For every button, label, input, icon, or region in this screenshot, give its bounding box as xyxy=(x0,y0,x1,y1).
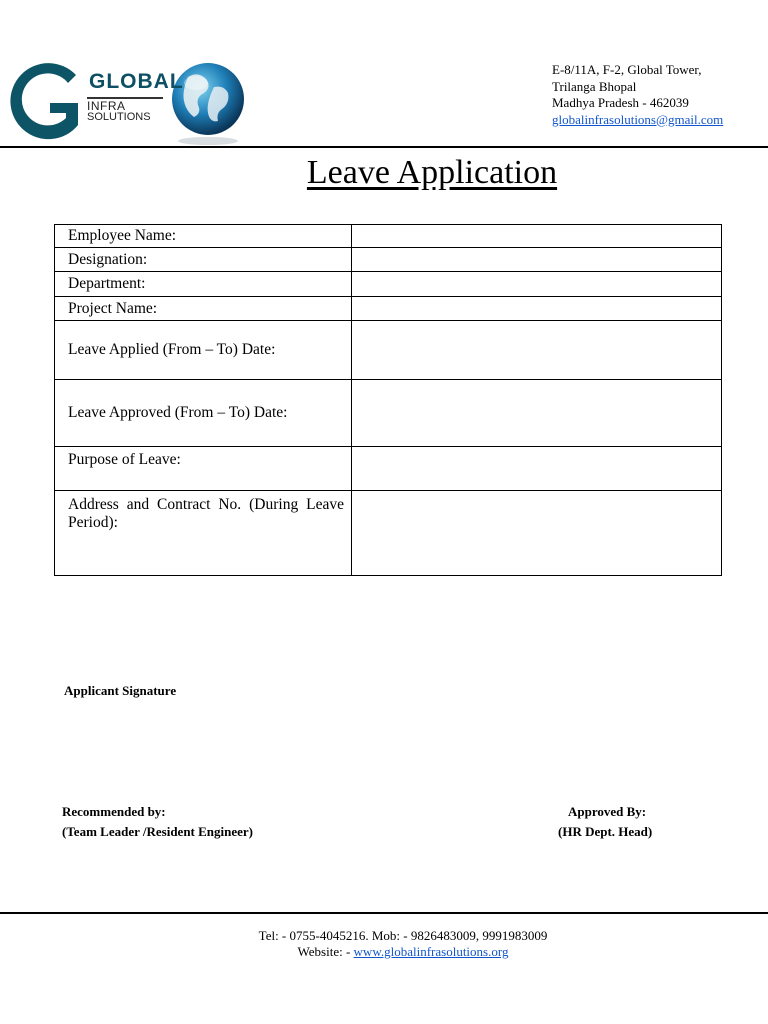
department-field[interactable] xyxy=(352,272,722,297)
logo-infra: INFRA xyxy=(87,99,126,113)
page-title: Leave Application xyxy=(306,154,558,191)
approved-by-role: (HR Dept. Head) xyxy=(558,824,653,839)
leave-form-table xyxy=(54,224,722,576)
table-row xyxy=(55,225,722,248)
footer-contact: Tel: - 0755-4045216. Mob: - 9826483009, 9991983009 xyxy=(258,928,548,943)
department-label: Department: xyxy=(55,272,352,297)
company-address xyxy=(552,62,723,128)
website-link[interactable]: www.globalinfrasolutions.org xyxy=(353,944,509,959)
table-row xyxy=(55,447,722,491)
table-row xyxy=(55,321,722,380)
logo-g-mark xyxy=(10,63,78,139)
website-label: Website: - xyxy=(297,944,354,959)
leave-approved-label: Leave Approved (From – To) Date: xyxy=(55,380,352,447)
designation-field[interactable] xyxy=(352,248,722,272)
footer-website xyxy=(0,944,768,960)
table-row xyxy=(55,272,722,297)
leave-approved-field[interactable] xyxy=(352,380,722,447)
applicant-signature-label: Applicant Signature xyxy=(64,683,177,698)
project-name-label: Project Name: xyxy=(55,297,352,321)
email-link[interactable]: globalinfrasolutions@gmail.com xyxy=(552,111,724,127)
recommended-by-label: Recommended by: xyxy=(62,804,166,819)
address-line-1: E-8/11A, F-2, Global Tower, xyxy=(552,62,702,77)
leave-applied-field[interactable] xyxy=(352,321,722,380)
employee-name-label: Employee Name: xyxy=(55,225,352,248)
footer-rule xyxy=(0,912,768,914)
purpose-label: Purpose of Leave: xyxy=(55,447,352,491)
logo-solutions: SOLUTIONS xyxy=(87,111,151,123)
logo-word: GLOBAL xyxy=(89,70,184,93)
table-row xyxy=(55,380,722,447)
address-line-2: Trilanga Bhopal xyxy=(552,78,637,94)
project-name-field[interactable] xyxy=(352,297,722,321)
purpose-field[interactable] xyxy=(352,447,722,491)
address-line-3: Madhya Pradesh - 462039 xyxy=(552,95,689,110)
recommended-by-role: (Team Leader /Resident Engineer) xyxy=(62,824,254,839)
address-contact-label: Address and Contract No. (During Leave Period): xyxy=(55,491,352,576)
table-row xyxy=(55,491,722,576)
designation-label: Designation: xyxy=(55,248,352,272)
employee-name-field[interactable] xyxy=(352,225,722,248)
header-rule xyxy=(0,146,768,148)
approved-by-label: Approved By: xyxy=(568,804,647,819)
table-row xyxy=(55,297,722,321)
leave-applied-label: Leave Applied (From – To) Date: xyxy=(55,321,352,380)
table-row xyxy=(55,248,722,272)
address-contact-field[interactable] xyxy=(352,491,722,576)
